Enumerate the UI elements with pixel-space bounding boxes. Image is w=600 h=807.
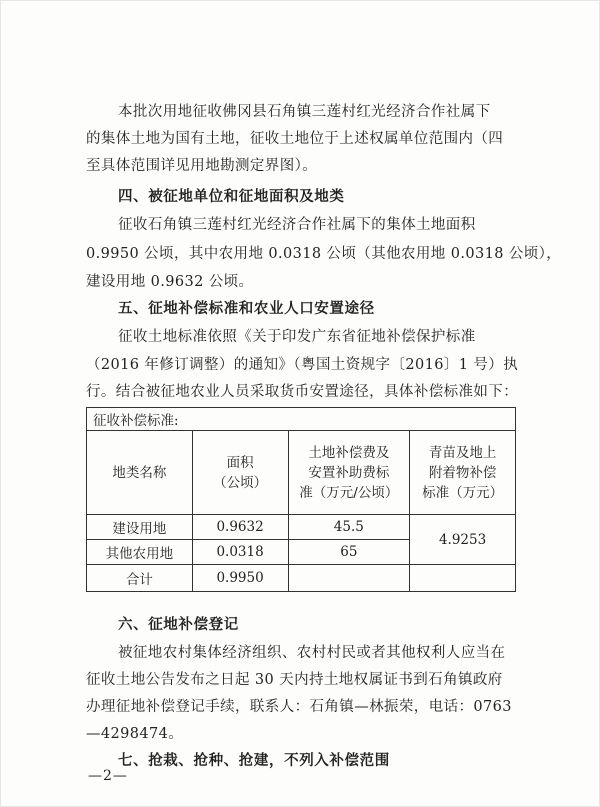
cell-land: 45.5 <box>288 515 410 540</box>
table-caption: 征收补偿标准: <box>87 408 516 431</box>
cell-area: 0.0318 <box>192 540 288 565</box>
cell-area: 0.9632 <box>192 515 288 540</box>
section-heading: 五、征地补偿标准和农业人口安置途径 <box>118 301 375 317</box>
paragraph-line: 征收石角镇三莲村红光经济合作社属下的集体土地面积 <box>118 217 476 233</box>
paragraph-line: 行。结合被征地农业人员采取货币安置途径，具体补偿标准如下： <box>86 384 519 400</box>
section-heading: 四、被征地单位和征地面积及地类 <box>118 189 345 205</box>
cell-empty <box>410 565 516 592</box>
header-crop-compensation: 青苗及地上 附着物补偿 标准（万元） <box>410 431 516 515</box>
table-row <box>87 515 516 540</box>
paragraph-line: （2016 年修订调整）的通知》（粤国土资规字〔2016〕1 号）执 <box>86 357 519 373</box>
cell-land: 65 <box>288 540 410 565</box>
cell-type: 其他农用地 <box>87 540 193 565</box>
header-area: 面积 （公顷） <box>192 431 288 515</box>
paragraph-line: 征收土地标准依照《关于印发广东省征地补偿保护标准 <box>118 329 476 345</box>
cell-type: 建设用地 <box>87 515 193 540</box>
cell-empty <box>288 565 410 592</box>
table-row-total <box>87 565 516 592</box>
header-land-compensation: 土地补偿费及 安置补助费标 准（万元/公顷） <box>288 431 410 515</box>
section-heading: 六、征地补偿登记 <box>118 617 239 633</box>
paragraph-line: 征收土地公告发布之日起 30 天内持土地权属证书到石角镇政府 <box>86 672 503 688</box>
paragraph-line: 的集体土地为国有土地，征收土地位于上述权属单位范围内（四 <box>86 131 504 147</box>
section-heading: 七、抢栽、抢种、抢建，不列入补偿范围 <box>118 753 390 769</box>
paragraph-line: 建设用地 0.9632 公顷。 <box>86 274 254 290</box>
compensation-table <box>86 407 516 592</box>
header-type: 地类名称 <box>87 431 193 515</box>
paragraph-line: 0.9950 公顷，其中农用地 0.0318 公顷（其他农用地 0.0318 公顷）， <box>86 246 562 262</box>
paragraph-line: 至具体范围详见用地勘测定界图）。 <box>86 158 318 174</box>
cell-total-area: 0.9950 <box>192 565 288 592</box>
cell-total-label: 合计 <box>87 565 193 592</box>
paragraph-line: 本批次用地征收佛冈县石角镇三莲村红光经济合作社属下 <box>118 104 491 120</box>
paragraph-line: 办理征地补偿登记手续，联系人：石角镇—林振荣，电话：0763 <box>86 699 512 715</box>
cell-crop: 4.9253 <box>410 515 516 565</box>
page-number: —2— <box>88 768 128 784</box>
paragraph-line: —4298474。 <box>86 726 184 742</box>
paragraph-line: 被征地农村集体经济组织、农村村民或者其他权利人应当在 <box>118 645 506 661</box>
